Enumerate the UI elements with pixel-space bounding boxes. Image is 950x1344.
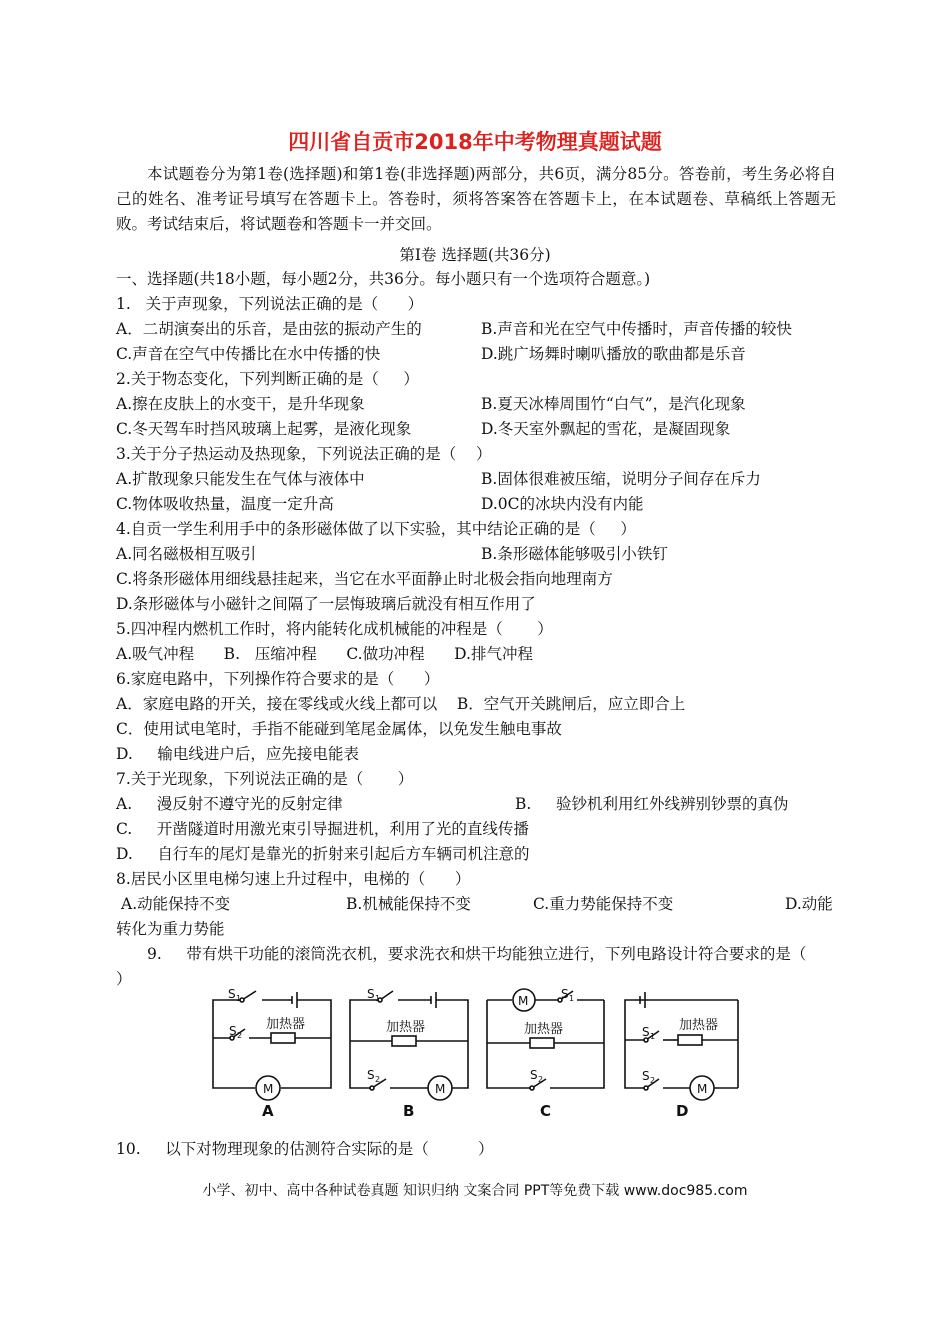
question-4-option-d: D.条形磁体与小磁针之间隔了一层悔玻璃后就没有相互作用了 xyxy=(116,595,536,613)
circuit-a xyxy=(213,987,331,1120)
svg-text:1: 1 xyxy=(236,994,242,1003)
question-5-stem: 5.四冲程内燃机工作时，将内能转化成机械能的冲程是（ ） xyxy=(116,620,553,638)
question-8-option-a: A.动能保持不变 xyxy=(121,895,231,913)
question-6-option-c: C．使用试电笔时，手指不能碰到笔尾金属体，以免发生触电事故 xyxy=(116,720,562,738)
question-9-stem: 9. 带有烘干功能的滚筒洗衣机，要求洗衣和烘干均能独立进行，下列电路设计符合要求的是（ xyxy=(147,945,807,963)
question-3-option-b: B.固体很难被压缩，说明分子间存在斥力 xyxy=(481,470,761,488)
circuit-b-label: B xyxy=(403,1102,415,1120)
question-7-stem: 7.关于光现象，下列说法正确的是（ ） xyxy=(116,770,414,788)
svg-text:2: 2 xyxy=(237,1031,243,1040)
question-1-stem: 1. 关于声现象，下列说法正确的是（ ） xyxy=(116,295,424,313)
svg-text:S: S xyxy=(367,987,375,1001)
question-2-option-b: B.夏天冰棒周围竹“白气”，是汽化现象 xyxy=(481,395,746,413)
question-1-option-b: B.声音和光在空气中传播时，声音传播的较快 xyxy=(481,320,792,338)
section-title: 第Ⅰ卷 选择题(共36分) xyxy=(399,246,551,264)
question-2-option-d: D.冬天室外飘起的雪花，是凝固现象 xyxy=(481,420,731,438)
question-8-option-b: B.机械能保持不变 xyxy=(346,895,471,913)
footer: 小学、初中、高中各种试卷真题 知识归纳 文案合同 PPT等免费下载 www.doc985.com xyxy=(202,1183,748,1199)
svg-text:M: M xyxy=(518,994,529,1008)
question-1-option-a: A．二胡演奏出的乐音，是由弦的振动产生的 xyxy=(116,320,422,338)
question-8-option-c: C.重力势能保持不变 xyxy=(533,895,674,913)
question-8-option-d: D.动能 xyxy=(785,895,833,913)
question-7-option-b: B. 验钞机利用红外线辨别钞票的真伪 xyxy=(515,795,789,813)
question-4-option-a: A.同名磁极相互吸引 xyxy=(116,545,257,563)
question-8-stem: 8.居民小区里电梯匀速上升过程中，电梯的（ ） xyxy=(116,870,471,888)
svg-text:S: S xyxy=(642,1069,650,1083)
svg-text:S: S xyxy=(530,1068,538,1082)
question-5-options: A.吸气冲程 B. 压缩冲程 C.做功冲程 D.排气冲程 xyxy=(116,645,533,663)
svg-text:M: M xyxy=(435,1082,446,1096)
question-2-option-a: A.擦在皮肤上的水变干，是升华现象 xyxy=(116,395,365,413)
question-4-option-c: C.将条形磁体用细线悬挂起来，当它在水平面静止时北极会指向地理南方 xyxy=(116,570,613,588)
section-instructions: 一、选择题(共18小题，每小题2分，共36分。每小题只有一个选项符合题意。) xyxy=(116,270,651,288)
question-1-option-c: C.声音在空气中传播比在水中传播的快 xyxy=(116,345,381,363)
question-7-option-a: A. 漫反射不遵守光的反射定律 xyxy=(116,795,343,813)
circuit-c xyxy=(487,987,604,1120)
svg-text:M: M xyxy=(697,1082,708,1096)
question-7-option-c: C. 开凿隧道时用激光束引导掘进机，利用了光的直线传播 xyxy=(116,820,529,838)
svg-text:S: S xyxy=(367,1068,375,1082)
svg-text:加热器: 加热器 xyxy=(679,1018,719,1033)
svg-text:1: 1 xyxy=(375,994,381,1003)
intro-paragraph: 本试题卷分为第1卷(选择题)和第1卷(非选择题)两部分，共6页，满分85分。答卷前，考生务必将自己的姓名、准考证号填写在答题卡上。答卷时，须将答案答在答题卡上，在本试题卷、草稿纸上答题无败。考试结束后，将试题卷和答题卡一并交回。 xyxy=(116,165,836,233)
question-3-option-a: A.扩散现象只能发生在气体与液体中 xyxy=(116,470,365,488)
question-8-option-d-continued: 转化为重力势能 xyxy=(116,920,225,938)
question-9-stem-continued: ） xyxy=(116,970,132,988)
question-1-option-d: D.跳广场舞时喇叭播放的歌曲都是乐音 xyxy=(481,345,746,363)
svg-text:S: S xyxy=(642,1025,650,1039)
question-4-stem: 4.自贡一学生利用手中的条形磁体做了以下实验，其中结论正确的是（ ） xyxy=(116,520,636,538)
svg-text:1: 1 xyxy=(650,1032,656,1041)
question-2-option-c: C.冬天驾车时挡风玻璃上起雾，是液化现象 xyxy=(116,420,412,438)
question-6-options-ab: A．家庭电路的开关，接在零线或火线上都可以 B．空气开关跳闸后，应立即合上 xyxy=(116,695,686,713)
svg-text:加热器: 加热器 xyxy=(524,1022,564,1037)
page-title: 四川省自贡市2018年中考物理真题试题 xyxy=(288,130,662,154)
question-3-stem: 3.关于分子热运动及热现象，下列说法正确的是（ ） xyxy=(116,445,492,463)
svg-text:加热器: 加热器 xyxy=(386,1020,426,1035)
question-2-stem: 2.关于物态变化，下列判断正确的是（ ） xyxy=(116,370,419,388)
circuit-d-label: D xyxy=(676,1102,689,1120)
circuit-a-s2-label: S xyxy=(229,1024,237,1038)
circuit-diagrams xyxy=(200,978,760,1123)
circuit-b xyxy=(350,987,468,1120)
question-3-option-d: D.0C的冰块内没有内能 xyxy=(481,495,644,513)
svg-text:2: 2 xyxy=(538,1075,544,1084)
question-4-option-b: B.条形磁体能够吸引小铁钉 xyxy=(481,545,668,563)
circuit-d xyxy=(625,992,738,1120)
svg-text:1: 1 xyxy=(569,994,575,1003)
svg-text:2: 2 xyxy=(375,1075,381,1084)
question-3-option-c: C.物体吸收热量，温度一定升高 xyxy=(116,495,334,513)
circuit-a-label: A xyxy=(262,1102,274,1120)
circuit-c-label: C xyxy=(540,1102,552,1120)
circuit-a-heater-label: 加热器 xyxy=(266,1017,306,1032)
question-7-option-d: D. 自行车的尾灯是靠光的折射来引起后方车辆司机注意的 xyxy=(116,845,530,863)
question-10-stem: 10. 以下对物理现象的估测符合实际的是（ ） xyxy=(116,1140,494,1158)
svg-text:2: 2 xyxy=(650,1076,656,1085)
question-6-stem: 6.家庭电路中，下列操作符合要求的是（ ） xyxy=(116,670,440,688)
circuit-a-motor-label: M xyxy=(263,1082,274,1096)
question-6-option-d: D. 输电线进户后，应先接电能表 xyxy=(116,745,359,763)
svg-text:S: S xyxy=(561,987,569,1001)
circuit-a-s1-label: S xyxy=(228,987,236,1001)
